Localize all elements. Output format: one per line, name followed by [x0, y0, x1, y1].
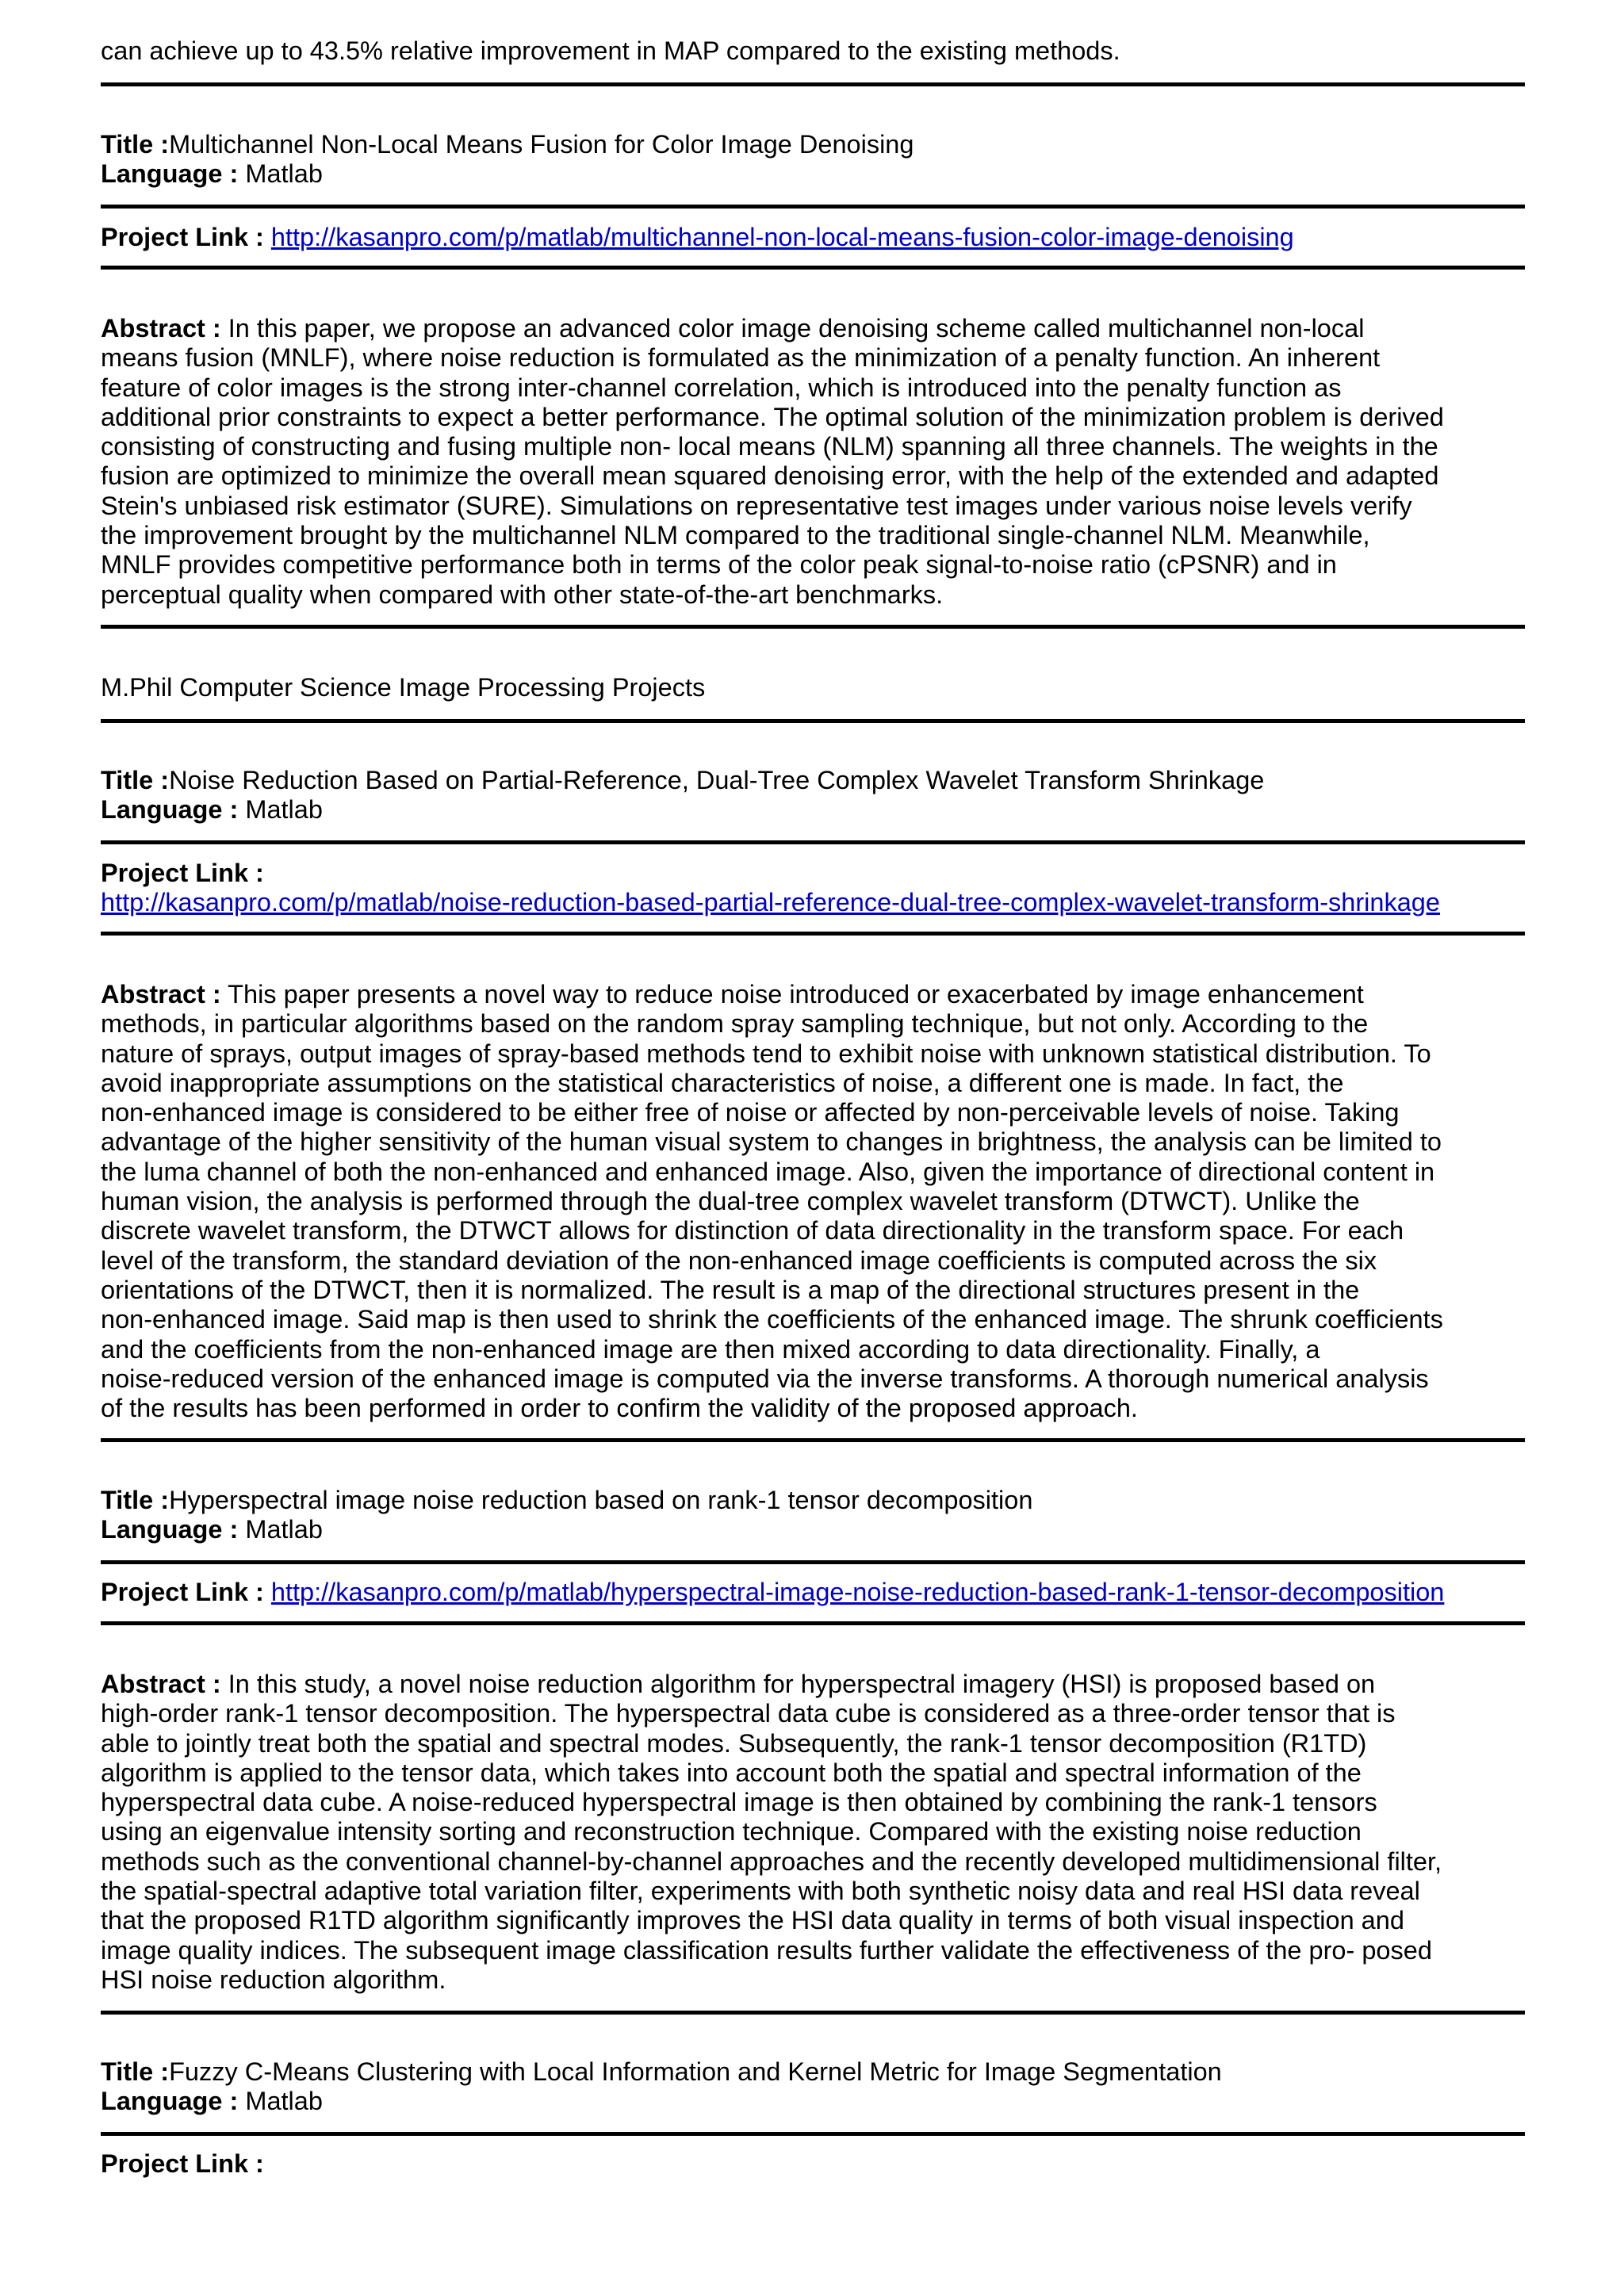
title-label: Title :	[101, 2057, 170, 2086]
title-label: Title :	[101, 130, 170, 159]
project-title: Noise Reduction Based on Partial-Reference, Dual-Tree Complex Wavelet Transform Shrinkage	[169, 766, 1265, 794]
abstract-line: the luma channel of both the non-enhanced and enhanced image. Also, given the importance of directional content in	[101, 1157, 1435, 1186]
abstract-line: feature of color images is the strong inter-channel correlation, which is introduced into the penalty function as	[101, 373, 1342, 402]
project-title: Fuzzy C-Means Clustering with Local Information and Kernel Metric for Image Segmentation	[169, 2057, 1222, 2086]
abstract-label: Abstract :	[101, 1670, 221, 1698]
abstract-line: perceptual quality when compared with other state-of-the-art benchmarks.	[101, 580, 944, 609]
abstract-line: human vision, the analysis is performed through the dual-tree complex wavelet transform (DTWCT). Unlike the	[101, 1187, 1360, 1216]
project-language: Matlab	[245, 159, 323, 188]
abstract-line: nature of sprays, output images of spray-based methods tend to exhibit noise with unknown statistical distribution. To	[101, 1039, 1431, 1068]
abstract-line: algorithm is applied to the tensor data, which takes into account both the spatial and spectral information of the	[101, 1758, 1362, 1787]
divider	[101, 1438, 1525, 1442]
language-label: Language :	[101, 2087, 239, 2115]
abstract-line: that the proposed R1TD algorithm significantly improves the HSI data quality in terms of both visual inspection and	[101, 1906, 1404, 1935]
abstract-line: the improvement brought by the multichannel NLM compared to the traditional single-channel NLM. Meanwhile,	[101, 521, 1370, 550]
project-language: Matlab	[245, 2087, 323, 2115]
project-1-link-row	[101, 223, 1294, 252]
project-3-language-row	[101, 1515, 323, 1544]
divider	[101, 1560, 1525, 1564]
project-1-abstract	[101, 314, 1525, 610]
project-4-language-row	[101, 2087, 323, 2116]
abstract-line: fusion are optimized to minimize the overall mean squared denoising error, with the help of the extended and adapted	[101, 461, 1439, 491]
divider	[101, 2011, 1525, 2015]
abstract-line: using an eigenvalue intensity sorting and reconstruction technique. Compared with the existing noise reduction	[101, 1817, 1362, 1846]
project-3-title-row	[101, 1486, 1032, 1515]
abstract-line: avoid inappropriate assumptions on the statistical characteristics of noise, a different one is made. In fact, the	[101, 1068, 1344, 1097]
abstract-line: non-enhanced image is considered to be either free of noise or affected by non-perceivable levels of noise. Taking	[101, 1098, 1400, 1127]
project-4-title-row	[101, 2057, 1222, 2087]
abstract-line: additional prior constraints to expect a better performance. The optimal solution of the minimization problem is derived	[101, 402, 1444, 431]
language-label: Language :	[101, 1515, 239, 1544]
abstract-line: This paper presents a novel way to reduce noise introduced or exacerbated by image enhancement	[228, 980, 1364, 1008]
divider	[101, 932, 1525, 936]
abstract-line: methods such as the conventional channel-by-channel approaches and the recently developed multidimensional filter,	[101, 1846, 1442, 1876]
title-label: Title :	[101, 766, 170, 794]
project-3-link-row	[101, 1578, 1444, 1607]
abstract-line: able to jointly treat both the spatial and spectral modes. Subsequently, the rank-1 tensor decomposition (R1TD)	[101, 1728, 1367, 1758]
abstract-label: Abstract :	[101, 980, 221, 1008]
project-3-abstract	[101, 1670, 1525, 1995]
abstract-line: discrete wavelet transform, the DTWCT allows for distinction of data directionality in the transform space. For each	[101, 1216, 1404, 1246]
abstract-line: In this study, a novel noise reduction algorithm for hyperspectral imagery (HSI) is proposed based on	[228, 1670, 1376, 1698]
project-link-label: Project Link :	[101, 223, 264, 251]
abstract-label: Abstract :	[101, 314, 221, 342]
divider	[101, 1621, 1525, 1625]
intro-text: can achieve up to 43.5% relative improvement in MAP compared to the existing methods.	[101, 36, 1120, 65]
divider	[101, 205, 1525, 209]
project-1-title-row	[101, 130, 914, 159]
project-language: Matlab	[245, 795, 323, 824]
abstract-line: orientations of the DTWCT, then it is normalized. The result is a map of the directional structures present in the	[101, 1275, 1360, 1304]
abstract-line: noise-reduced version of the enhanced image is computed via the inverse transforms. A thorough numerical analysis	[101, 1364, 1429, 1393]
language-label: Language :	[101, 795, 239, 824]
abstract-line: HSI noise reduction algorithm.	[101, 1965, 446, 1994]
project-4-link-row	[101, 2149, 264, 2179]
abstract-line: non-enhanced image. Said map is then used to shrink the coefficients of the enhanced image. The shrunk coefficients	[101, 1305, 1443, 1334]
project-2-abstract	[101, 980, 1525, 1423]
project-2-link-row	[101, 859, 1440, 918]
project-language: Matlab	[245, 1515, 323, 1544]
title-label: Title :	[101, 1486, 170, 1514]
divider	[101, 840, 1525, 844]
abstract-line: advantage of the higher sensitivity of the human visual system to changes in brightness, the analysis can be limited to	[101, 1127, 1442, 1157]
section-heading: M.Phil Computer Science Image Processing Projects	[101, 673, 706, 702]
abstract-line: MNLF provides competitive performance both in terms of the color peak signal-to-noise ratio (cPSNR) and in	[101, 550, 1337, 580]
abstract-line: In this paper, we propose an advanced color image denoising scheme called multichannel non-local	[228, 314, 1365, 342]
abstract-line: Stein's unbiased risk estimator (SURE). Simulations on representative test images under various noise levels verify	[101, 491, 1412, 520]
abstract-line: and the coefficients from the non-enhanced image are then mixed according to data directionality. Finally, a	[101, 1334, 1320, 1364]
divider	[101, 2132, 1525, 2136]
project-link[interactable]: http://kasanpro.com/p/matlab/multichannel-non-local-means-fusion-color-image-denoising	[270, 223, 1294, 251]
abstract-line: high-order rank-1 tensor decomposition. The hyperspectral data cube is considered as a three-order tensor that is	[101, 1699, 1396, 1728]
abstract-line: means fusion (MNLF), where noise reduction is formulated as the minimization of a penalty function. An inherent	[101, 343, 1381, 373]
abstract-line: methods, in particular algorithms based on the random spray sampling technique, but not only. According to the	[101, 1009, 1369, 1039]
project-link[interactable]: http://kasanpro.com/p/matlab/noise-reduction-based-partial-reference-dual-tree-complex-wavelet-transform-shrinkage	[101, 888, 1440, 917]
abstract-line: of the results has been performed in order to confirm the validity of the proposed approach.	[101, 1394, 1138, 1423]
project-2-language-row	[101, 795, 323, 825]
divider	[101, 82, 1525, 86]
abstract-line: consisting of constructing and fusing multiple non- local means (NLM) spanning all three channels. The weights in the	[101, 432, 1438, 461]
project-1-language-row	[101, 159, 323, 189]
divider	[101, 266, 1525, 270]
abstract-line: level of the transform, the standard deviation of the non-enhanced image coefficients is computed across the six	[101, 1246, 1377, 1275]
project-2-title-row	[101, 766, 1264, 795]
project-link-label: Project Link :	[101, 2149, 264, 2178]
project-link[interactable]: http://kasanpro.com/p/matlab/hyperspectral-image-noise-reduction-based-rank-1-tensor-decomposition	[270, 1578, 1445, 1606]
project-link-label: Project Link :	[101, 1578, 264, 1606]
divider	[101, 625, 1525, 629]
abstract-line: the spatial-spectral adaptive total variation filter, experiments with both synthetic noisy data and real HSI data reveal	[101, 1877, 1420, 1906]
abstract-line: image quality indices. The subsequent image classification results further validate the effectiveness of the pro- posed	[101, 1935, 1432, 1965]
project-title: Hyperspectral image noise reduction based on rank-1 tensor decomposition	[169, 1486, 1033, 1514]
language-label: Language :	[101, 159, 239, 188]
divider	[101, 719, 1525, 723]
project-title: Multichannel Non-Local Means Fusion for Color Image Denoising	[169, 130, 914, 159]
project-link-label: Project Link :	[101, 859, 264, 887]
abstract-line: hyperspectral data cube. A noise-reduced hyperspectral image is then obtained by combining the rank-1 tensors	[101, 1788, 1377, 1817]
